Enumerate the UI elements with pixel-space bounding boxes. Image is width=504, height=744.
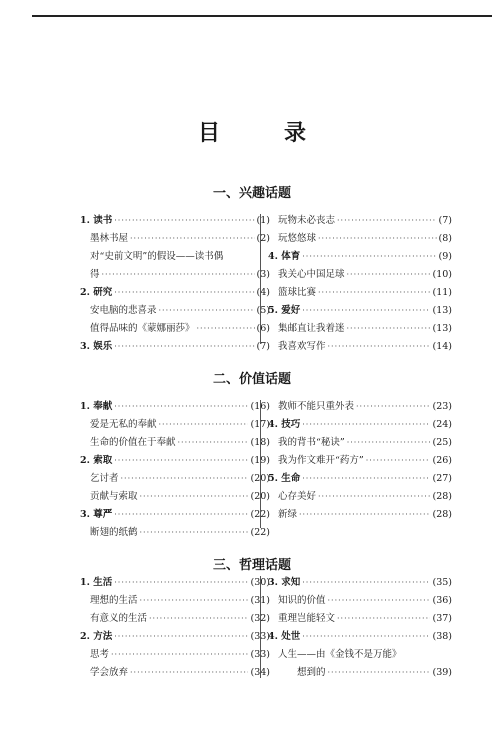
entry-title: 3. 求知 xyxy=(268,577,301,588)
page-number: (18) xyxy=(250,437,270,448)
toc-subentry xyxy=(268,452,452,470)
toc-subentry xyxy=(268,434,452,452)
section-heading-value: 二、价值话题 xyxy=(212,372,291,387)
entry-title: 我喜欢写作 xyxy=(278,341,326,352)
toc-subentry xyxy=(268,338,452,356)
toc-subentry xyxy=(80,302,270,320)
entry-title: 乞讨者 xyxy=(90,473,119,484)
toc-subentry xyxy=(80,248,270,266)
leader-dots xyxy=(318,488,430,506)
page-number: (19) xyxy=(250,455,270,466)
section-heading-philosophy: 三、哲理话题 xyxy=(212,558,291,573)
leader-dots xyxy=(318,230,437,248)
entry-title: 5. 爱好 xyxy=(268,305,301,316)
leader-dots xyxy=(347,266,431,284)
entry-title: 理想的生活 xyxy=(90,595,138,606)
toc-topic-entry xyxy=(268,628,452,646)
page-number: (13) xyxy=(432,323,452,334)
leader-dots xyxy=(114,574,248,592)
page-number: (28) xyxy=(432,509,452,520)
entry-title: 学会放弃 xyxy=(90,667,129,678)
leader-dots xyxy=(178,434,249,452)
entry-title: 我为作文难开“药方” xyxy=(278,455,364,466)
toc-column xyxy=(268,212,452,356)
leader-dots xyxy=(302,574,430,592)
entry-title: 墨林书屋 xyxy=(90,233,129,244)
entry-title: 值得品味的《蒙娜丽莎》 xyxy=(90,323,195,334)
entry-title: 重理岂能轻文 xyxy=(278,613,336,624)
toc-topic-entry xyxy=(268,248,452,266)
leader-dots xyxy=(140,592,249,610)
title-char-2: 录 xyxy=(284,121,307,146)
toc-subentry xyxy=(80,592,270,610)
leader-dots xyxy=(121,470,249,488)
toc-column xyxy=(80,398,270,542)
leader-dots xyxy=(130,664,248,682)
toc-subentry xyxy=(80,470,270,488)
page-number: (36) xyxy=(432,595,452,606)
toc-topic-entry xyxy=(268,302,452,320)
page-number: (10) xyxy=(432,269,452,280)
leader-dots xyxy=(337,212,437,230)
toc-subentry xyxy=(268,320,452,338)
entry-title: 4. 技巧 xyxy=(268,419,301,430)
entry-title: 得 xyxy=(90,269,100,280)
leader-dots xyxy=(114,452,248,470)
entry-title: 玩物未必丧志 xyxy=(278,215,336,226)
toc-subentry xyxy=(80,664,270,682)
leader-dots xyxy=(318,284,430,302)
entry-title: 爱是无私的奉献 xyxy=(90,419,157,430)
page-number: (31) xyxy=(250,595,270,606)
toc-topic-entry xyxy=(80,452,270,470)
toc-subentry xyxy=(80,610,270,628)
page-number: (22) xyxy=(250,527,270,538)
page-number: (20) xyxy=(250,491,270,502)
entry-title: 4. 体育 xyxy=(268,251,301,262)
column-divider xyxy=(260,214,261,344)
page-number: (1) xyxy=(256,215,270,226)
entry-title: 2. 方法 xyxy=(80,631,113,642)
toc-subentry xyxy=(80,524,270,542)
page-number: (33) xyxy=(250,649,270,660)
leader-dots xyxy=(337,610,430,628)
page-number: (14) xyxy=(432,341,452,352)
leader-dots xyxy=(114,338,254,356)
toc-column xyxy=(268,398,452,524)
page-number: (32) xyxy=(250,613,270,624)
leader-dots xyxy=(328,338,431,356)
toc-subentry xyxy=(268,664,452,682)
page-number: (8) xyxy=(438,233,452,244)
entry-title: 2. 索取 xyxy=(80,455,113,466)
toc-topic-entry xyxy=(268,470,452,488)
entry-title: 3. 娱乐 xyxy=(80,341,113,352)
page-number: (34) xyxy=(250,667,270,678)
leader-dots xyxy=(149,610,248,628)
page-number: (25) xyxy=(432,437,452,448)
entry-title: 2. 研究 xyxy=(80,287,113,298)
page-number: (13) xyxy=(432,305,452,316)
entry-title: 人生——由《金钱不是万能》 xyxy=(278,649,402,660)
toc-subentry xyxy=(80,646,270,664)
page-number: (23) xyxy=(432,401,452,412)
toc-subentry xyxy=(80,320,270,338)
leader-dots xyxy=(130,230,255,248)
toc-subentry xyxy=(268,610,452,628)
toc-subentry xyxy=(80,434,270,452)
toc-subentry xyxy=(80,230,270,248)
toc-topic-entry xyxy=(80,338,270,356)
leader-dots xyxy=(111,646,248,664)
page-number: (22) xyxy=(250,509,270,520)
page-number: (6) xyxy=(256,323,270,334)
page-number: (37) xyxy=(432,613,452,624)
leader-dots xyxy=(328,592,431,610)
toc-subentry xyxy=(268,592,452,610)
page-number: (35) xyxy=(432,577,452,588)
toc-topic-entry xyxy=(80,628,270,646)
leader-dots xyxy=(114,398,248,416)
column-divider xyxy=(260,400,261,528)
toc-subentry xyxy=(268,266,452,284)
entry-title: 新绿 xyxy=(278,509,298,520)
toc-subentry xyxy=(268,506,452,524)
entry-title: 断翅的纸鹤 xyxy=(90,527,138,538)
leader-dots xyxy=(114,212,254,230)
toc-subentry xyxy=(80,488,270,506)
page-number: (7) xyxy=(256,341,270,352)
section-heading-interest: 一、兴趣话题 xyxy=(212,186,291,201)
leader-dots xyxy=(299,506,430,524)
page-number: (4) xyxy=(256,287,270,298)
leader-dots xyxy=(302,470,430,488)
top-rule xyxy=(32,15,492,17)
leader-dots xyxy=(114,506,248,524)
entry-title: 1. 奉献 xyxy=(80,401,113,412)
leader-dots xyxy=(102,266,255,284)
entry-title: 安电脑的悲喜录 xyxy=(90,305,157,316)
page-number: (5) xyxy=(256,305,270,316)
page-number: (24) xyxy=(432,419,452,430)
leader-dots xyxy=(302,302,430,320)
page-number: (16) xyxy=(250,401,270,412)
toc-column xyxy=(80,574,270,682)
entry-title: 贡献与索取 xyxy=(90,491,138,502)
leader-dots xyxy=(328,664,431,682)
toc-subentry xyxy=(268,398,452,416)
entry-title: 知识的价值 xyxy=(278,595,326,606)
toc-topic-entry xyxy=(80,506,270,524)
entry-title: 1. 读书 xyxy=(80,215,113,226)
leader-dots xyxy=(159,416,249,434)
leader-dots xyxy=(140,524,249,542)
page-number: (27) xyxy=(432,473,452,484)
page-number: (28) xyxy=(432,491,452,502)
toc-subentry xyxy=(268,646,452,664)
toc-subentry xyxy=(80,416,270,434)
page-number: (17) xyxy=(250,419,270,430)
leader-dots xyxy=(302,628,430,646)
entry-title: 生命的价值在于奉献 xyxy=(90,437,176,448)
entry-title: 思考 xyxy=(90,649,110,660)
entry-title: 对“史前文明”的假设——读书偶 xyxy=(90,251,224,262)
toc-subentry xyxy=(268,212,452,230)
entry-title: 我的背书“秘诀” xyxy=(278,437,345,448)
toc-topic-entry xyxy=(268,416,452,434)
page-number: (26) xyxy=(432,455,452,466)
title-char-1: 目 xyxy=(197,121,220,146)
toc-column xyxy=(268,574,452,682)
page-number: (33) xyxy=(250,631,270,642)
page-number: (20) xyxy=(250,473,270,484)
entry-title: 4. 处世 xyxy=(268,631,301,642)
leader-dots xyxy=(197,320,255,338)
leader-dots xyxy=(159,302,255,320)
entry-title: 集邮直让我着迷 xyxy=(278,323,345,334)
leader-dots xyxy=(356,398,430,416)
page-number: (9) xyxy=(438,251,452,262)
entry-title: 教师不能只重外表 xyxy=(278,401,355,412)
leader-dots xyxy=(302,416,430,434)
leader-dots xyxy=(366,452,431,470)
leader-dots xyxy=(302,248,436,266)
leader-dots xyxy=(114,284,254,302)
toc-topic-entry xyxy=(80,284,270,302)
page-number: (39) xyxy=(432,667,452,678)
page-number: (2) xyxy=(256,233,270,244)
entry-title: 我关心中国足球 xyxy=(278,269,345,280)
entry-title: 5. 生命 xyxy=(268,473,301,484)
toc-column xyxy=(80,212,270,356)
page-number: (7) xyxy=(438,215,452,226)
toc-subentry xyxy=(268,284,452,302)
entry-title: 3. 尊严 xyxy=(80,509,113,520)
toc-topic-entry xyxy=(80,212,270,230)
toc-topic-entry xyxy=(80,574,270,592)
page-number: (11) xyxy=(432,287,452,298)
column-divider xyxy=(260,576,261,678)
toc-subentry xyxy=(268,230,452,248)
toc-subentry xyxy=(268,488,452,506)
leader-dots xyxy=(347,434,431,452)
page-number: (30) xyxy=(250,577,270,588)
toc-topic-entry xyxy=(80,398,270,416)
entry-title: 玩悠悠球 xyxy=(278,233,317,244)
leader-dots xyxy=(114,628,248,646)
page-number: (38) xyxy=(432,631,452,642)
page-number: (3) xyxy=(256,269,270,280)
toc-subentry xyxy=(80,266,270,284)
page-title xyxy=(0,116,504,147)
toc-topic-entry xyxy=(268,574,452,592)
leader-dots xyxy=(347,320,431,338)
entry-title: 篮球比赛 xyxy=(278,287,317,298)
entry-title: 想到的 xyxy=(278,667,326,678)
leader-dots xyxy=(140,488,249,506)
entry-title: 有意义的生活 xyxy=(90,613,148,624)
entry-title: 心存美好 xyxy=(278,491,317,502)
entry-title: 1. 生活 xyxy=(80,577,113,588)
